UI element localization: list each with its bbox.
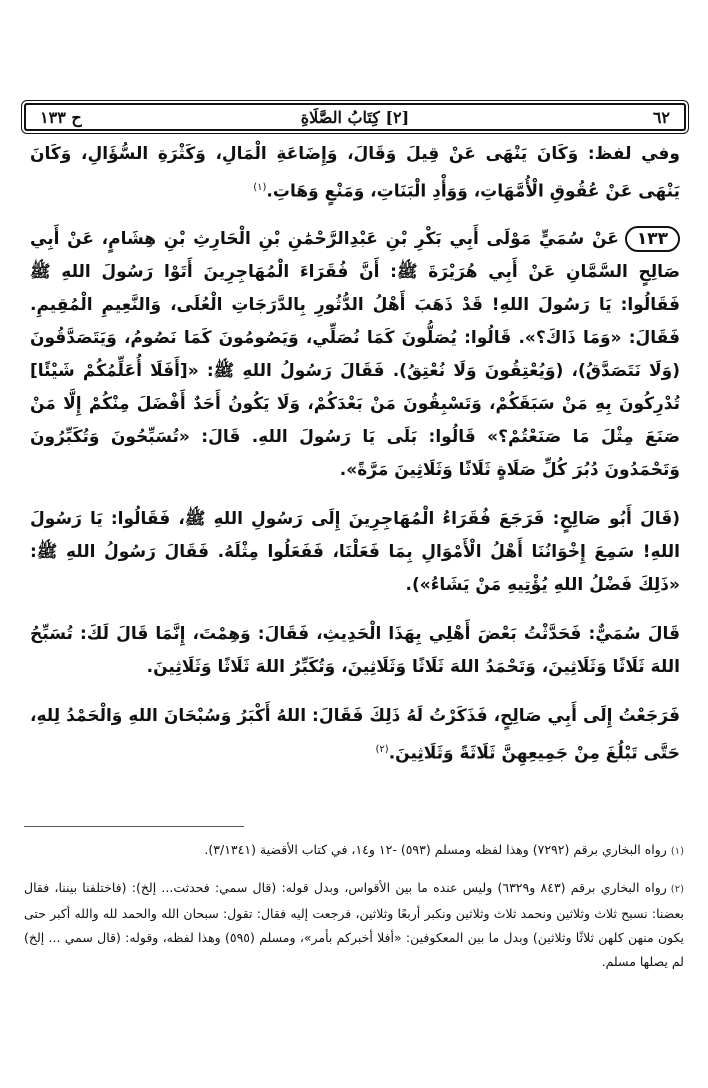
footnote-divider xyxy=(24,826,244,827)
footnote-number: (٢) xyxy=(670,884,684,895)
return-paragraph xyxy=(30,700,680,771)
footnote-text: رواه البخاري برقم (٧٢٩٢) وهذا لفظه ومسلم (٥٩٣) -١٢ و١٤، في كتاب الأقضية (٣/١٣٤١). xyxy=(204,842,667,857)
sumayy-paragraph: قَالَ سُمَيٌّ: فَحَدَّثْتُ بَعْضَ أَهْلِي بِهَذَا الْحَدِيثِ، فَقَالَ: وَهِمْتَ، إِنَّمَا قَالَ لَكَ: تُسَبِّحُ اللهَ ثَلَاثًا وَثَلَاثِينَ، وَتَحْمَدُ اللهَ ثَلَاثًا وَثَلَاثِينَ، وَتُكَبِّرُ اللهَ ثَلَاثًا وَثَلَاثِينَ. xyxy=(30,623,680,677)
hadith-number-badge: ١٣٣ xyxy=(625,226,680,252)
intro-paragraph xyxy=(30,138,680,209)
hadith-paragraph xyxy=(30,223,680,487)
footnote-2 xyxy=(24,876,684,974)
return-text: فَرَجَعْتُ إِلَى أَبِي صَالِحٍ، فَذَكَرْتُ لَهُ ذَلِكَ فَقَالَ: اللهُ أَكْبَرُ وَسُبْحَانَ اللهِ وَالْحَمْدُ لِلهِ، حَتَّى تَبْلُغَ مِنْ جَمِيعِهِنَّ ثَلَاثَةً وَثَلَاثِينَ. xyxy=(30,705,680,764)
footnote-1 xyxy=(24,838,684,864)
footnote-marker-1: (١) xyxy=(253,182,267,193)
hadith-text: عَنْ سُمَيٍّ مَوْلَى أَبِي بَكْرِ بْنِ عَبْدِالرَّحْمَٰنِ بْنِ الْحَارِثِ بْنِ هِشَامٍ، عَنْ أَبِي صَالِحٍ السَّمَّانِ عَنْ أَبِي هُرَيْرَةَ ﷺ: أَنَّ فُقَرَاءَ الْمُهَاجِرِينَ أَتَوْا رَسُولَ اللهِ ﷺ فَقَالُوا: يَا رَسُولَ اللهِ! قَدْ ذَهَبَ أَهْلُ الدُّثُورِ بِالدَّرَجَاتِ الْعُلَى، وَالنَّعِيمِ الْمُقِيمِ. فَقَالَ: «وَمَا ذَاكَ؟». قَالُوا: يُصَلُّونَ كَمَا نُصَلِّي، وَيَصُومُونَ كَمَا نَصُومُ، وَيَتَصَدَّقُونَ (وَلَا نَتَصَدَّقُ)، (وَيُعْتِقُونَ وَلَا نُعْتِقُ). فَقَالَ رَسُولُ اللهِ ﷺ: «[أَفَلَا أُعَلِّمُكُمْ شَيْئًا] تُدْرِكُونَ بِهِ مَنْ سَبَقَكُمْ، وَتَسْبِقُونَ مَنْ بَعْدَكُمْ، وَلَا يَكُونُ أَحَدٌ أَفْضَلَ مِنْكُمْ إِلَّا مَنْ صَنَعَ مِثْلَ مَا صَنَعْتُمْ؟» قَالُوا: بَلَى يَا رَسُولَ اللهِ. قَالَ: «تُسَبِّحُونَ وَتُكَبِّرُونَ وَتَحْمَدُونَ دُبُرَ كُلِّ صَلَاةٍ ثَلَاثًا وَثَلَاثِينَ مَرَّةً». xyxy=(30,228,680,480)
footnotes xyxy=(24,838,684,986)
page-header xyxy=(24,103,686,131)
hadith-reference: ح ١٣٣ xyxy=(40,107,82,127)
main-text xyxy=(30,138,680,786)
book-title: [٢] كِتَابُ الصَّلَاةِ xyxy=(300,107,410,127)
abu-salih-paragraph: (قَالَ أَبُو صَالِحٍ: فَرَجَعَ فُقَرَاءُ الْمُهَاجِرِينَ إِلَى رَسُولِ اللهِ ﷺ، فَقَالُوا: يَا رَسُولَ اللهِ! سَمِعَ إِخْوَانُنَا أَهْلُ الْأَمْوَالِ بِمَا فَعَلْنَا، فَفَعَلُوا مِثْلَهُ. فَقَالَ رَسُولُ اللهِ ﷺ: «ذَلِكَ فَضْلُ اللهِ يُؤْتِيهِ مَنْ يَشَاءُ»). xyxy=(30,508,680,595)
intro-text: وفي لفظ: وَكَانَ يَنْهَى عَنْ قِيلَ وَقَالَ، وَإِضَاعَةِ الْمَالِ، وَكَثْرَةِ السُّؤَالِ، وَكَانَ يَنْهَى عَنْ عُقُوقِ الْأُمَّهَاتِ، وَوَأْدِ الْبَنَاتِ، وَمَنْعٍ وَهَاتِ. xyxy=(30,144,680,202)
footnote-text: رواه البخاري برقم (٨٤٣ و٦٣٢٩) وليس عنده ما بين الأقواس، وبدل قوله: (قال سمي: فحدثت... إلخ): (فاختلفنا بيننا، فقال بعضنا: نسبح ثلاث وثلاثين ونحمد ثلاث وثلاثين ونكبر أربعًا وثلاثين، فرجعت إليه فقال: تقول: سبحان الله والحمد لله والله أكبر حتى يكون منهن كلهن ثلاثًا وثلاثين) وبدل ما بين المعكوفين: «أفلا أخبركم بأمر»، ومسلم (٥٩٥) وهذا لفظه، وقوله: (قال سمي ... إلخ) لم يصلها مسلم. xyxy=(24,880,684,969)
footnote-marker-2: (٢) xyxy=(375,743,389,755)
footnote-number: (١) xyxy=(670,846,684,857)
page-number: ٦٢ xyxy=(652,107,670,127)
